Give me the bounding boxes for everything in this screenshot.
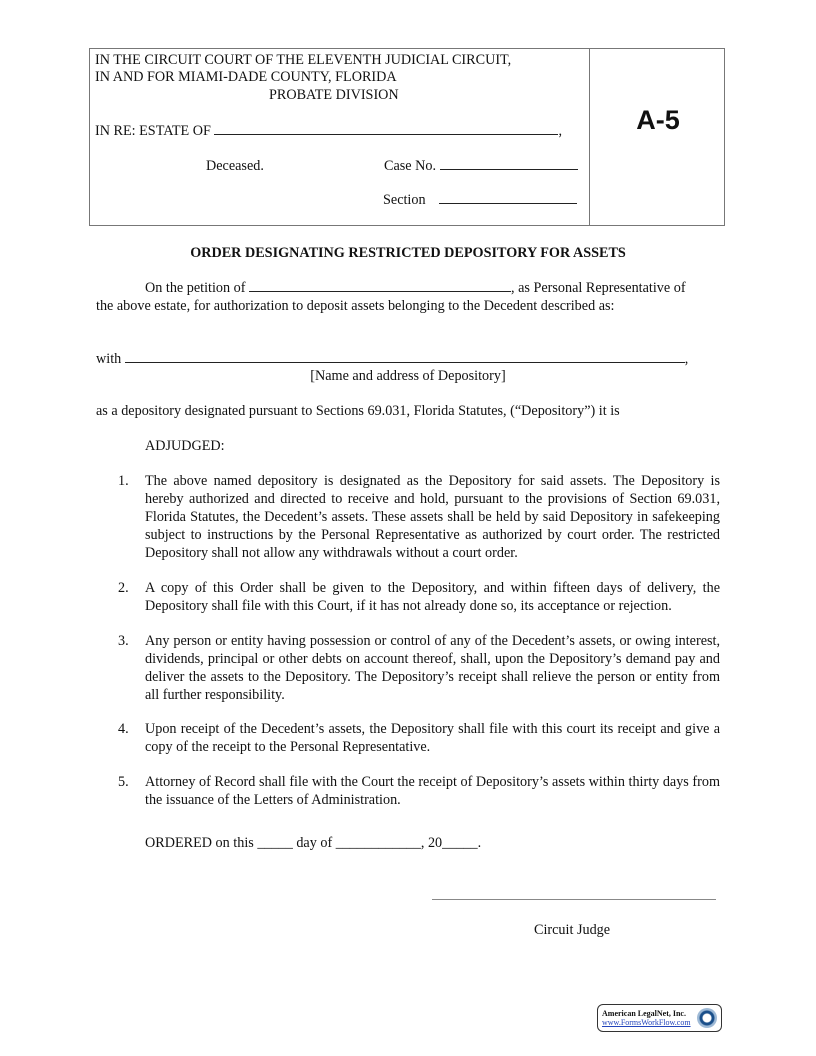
signature-label: Circuit Judge	[534, 922, 611, 938]
item-number: 3.	[118, 633, 129, 649]
in-re-label: IN RE: ESTATE OF	[95, 123, 211, 139]
petition-text-3: the above estate, for authorization to deposit assets belonging to the Decedent described as:	[96, 298, 615, 314]
order-item-5	[118, 773, 720, 809]
depository-field[interactable]	[125, 350, 685, 363]
estate-name-field[interactable]	[214, 122, 558, 135]
petitioner-field[interactable]	[249, 279, 511, 292]
case-no-row	[384, 157, 578, 175]
publisher-link[interactable]: www.FormsWorkFlow.com	[602, 1018, 691, 1027]
court-line-2: IN AND FOR MIAMI-DADE COUNTY, FLORIDA	[95, 69, 397, 85]
case-no-field[interactable]	[440, 157, 578, 170]
form-number: A-5	[636, 105, 680, 135]
item-text: Any person or entity having possession or control of any of the Decedent’s assets, or owing interest, dividends, principal or other debts on account thereof, shall, upon the Depository’s demand pay and deliver the assets to the Depository. The Depository’s receipt shall relieve the person or entity from all further responsibility.	[145, 633, 720, 703]
item-number: 2.	[118, 580, 129, 596]
depository-row: with ,	[96, 351, 689, 367]
publisher-name: American LegalNet, Inc.	[602, 1009, 686, 1018]
court-line-1: IN THE CIRCUIT COURT OF THE ELEVENTH JUDICIAL CIRCUIT,	[95, 52, 512, 68]
caption-divider	[589, 49, 590, 225]
publisher-logo-icon	[697, 1008, 717, 1028]
adjudged-label: ADJUDGED:	[145, 438, 225, 454]
petition-paragraph	[96, 279, 720, 315]
case-no-label: Case No.	[384, 158, 437, 174]
signature-line[interactable]	[432, 899, 716, 900]
item-number: 5.	[118, 774, 129, 790]
petition-text-2: , as Personal Representative of	[511, 280, 686, 296]
document-title: ORDER DESIGNATING RESTRICTED DEPOSITORY FOR ASSETS	[190, 245, 626, 261]
caption-box	[89, 48, 725, 226]
estate-of-row: IN RE: ESTATE OF ,	[95, 123, 563, 139]
item-text: Attorney of Record shall file with the Court the receipt of Depository’s assets within thirty days from the issuance of the Letters of Administration.	[145, 774, 720, 808]
section-label: Section	[383, 192, 426, 208]
petition-text-1: On the petition of	[145, 280, 246, 296]
with-label: with	[96, 351, 122, 367]
depository-caption: [Name and address of Depository]	[310, 368, 506, 384]
order-item-4	[118, 720, 720, 756]
designation-text: as a depository designated pursuant to Sections 69.031, Florida Statutes, (“Depository”) it is	[96, 403, 620, 419]
item-text: A copy of this Order shall be given to the Depository, and within fifteen days of delivery, the Depository shall file with this Court, if it has not already done so, its acceptance or rejection.	[145, 580, 720, 614]
item-text: The above named depository is designated as the Depository for said assets. The Depository is hereby authorized and directed to receive and hold, pursuant to the provisions of Section 69.031, Florida Statutes, the Decedent’s assets. These assets shall be held by said Depository in safekeeping subject to instructions by the Personal Representative as authorized by court order. The restricted Depository shall not allow any withdrawals without a court order.	[145, 473, 720, 561]
deceased-label: Deceased.	[206, 158, 264, 174]
division: PROBATE DIVISION	[269, 87, 399, 103]
item-number: 4.	[118, 721, 129, 737]
ordered-date-line: ORDERED on this _____ day of ____________, 20_____.	[145, 835, 482, 851]
section-field[interactable]	[439, 191, 577, 204]
publisher-badge	[597, 1004, 722, 1032]
order-item-2	[118, 579, 720, 615]
section-row	[383, 191, 577, 209]
order-item-1	[118, 472, 720, 562]
order-item-3	[118, 632, 720, 704]
item-text: Upon receipt of the Decedent’s assets, the Depository shall file with this court its receipt and give a copy of the receipt to the Personal Representative.	[145, 721, 720, 755]
item-number: 1.	[118, 473, 129, 489]
